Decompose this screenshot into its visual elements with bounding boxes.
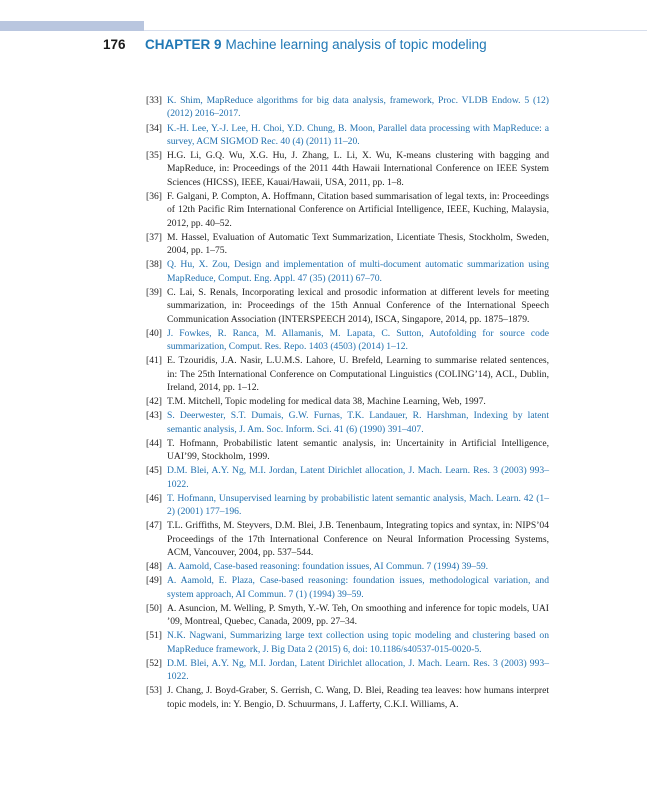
reference-number: [40]	[146, 327, 162, 339]
page-number: 176	[103, 37, 126, 52]
reference-text: J. Chang, J. Boyd-Graber, S. Gerrish, C. Wang, D. Blei, Reading tea leaves: how humans interpret topic models, in: Y. Bengio, D. Schuurmans, J. Lafferty, C.K.I. Williams, A.	[167, 685, 549, 710]
reference-link[interactable]: N.K. Nagwani, Summarizing large text collection using topic modeling and clustering based on MapReduce framework, J. Big Data 2 (2015) 6, doi: 10.1186/s40537-015-0020-5.	[167, 630, 549, 655]
reference-item	[146, 519, 549, 559]
reference-link[interactable]: K.-H. Lee, Y.-J. Lee, H. Choi, Y.D. Chung, B. Moon, Parallel data processing with MapReduce: a survey, ACM SIGMOD Rec. 40 (4) (2011) 11–20.	[167, 122, 549, 147]
reference-number: [34]	[146, 122, 162, 134]
reference-item[interactable]	[146, 657, 549, 684]
reference-item	[146, 437, 549, 464]
reference-number: [46]	[146, 492, 162, 504]
reference-item	[146, 286, 549, 326]
reference-link[interactable]: A. Aamold, Case-based reasoning: foundation issues, AI Commun. 7 (1994) 39–59.	[167, 561, 489, 573]
reference-item	[146, 684, 549, 711]
reference-link[interactable]: Q. Hu, X. Zou, Design and implementation of multi-document automatic summarization using MapReduce, Comput. Eng. Appl. 47 (35) (2011) 67–70.	[167, 259, 549, 284]
reference-number: [50]	[146, 602, 162, 614]
reference-number: [37]	[146, 231, 162, 243]
reference-text: A. Asuncion, M. Welling, P. Smyth, Y.-W. Teh, On smoothing and inference for topic models, UAI ’09, Montreal, Quebec, Canada, 2009, pp. 27–34.	[167, 602, 549, 628]
reference-item	[146, 602, 549, 629]
reference-number: [33]	[146, 95, 162, 106]
reference-text: T. Hofmann, Probabilistic latent semantic analysis, in: Uncertainity in Artificial Intelligence, UAI’99, Stockholm, 1999.	[167, 437, 549, 463]
reference-item	[146, 354, 549, 394]
reference-number: [42]	[146, 396, 162, 408]
header-rule	[144, 30, 647, 31]
reference-text: T.L. Griffiths, M. Steyvers, D.M. Blei, J.B. Tenenbaum, Integrating topics and syntax, in: NIPS’04 Proceedings of the 17th International Conference on Neural Information Processing Systems, ACM, Vancouver, 2004, pp. 537–544.	[167, 520, 549, 559]
reference-link[interactable]: T. Hofmann, Unsupervised learning by probabilistic latent semantic analysis, Mach. Learn. 42 (1–2) (2001) 177–196.	[167, 492, 549, 518]
reference-link[interactable]: D.M. Blei, A.Y. Ng, M.I. Jordan, Latent Dirichlet allocation, J. Mach. Learn. Res. 3 (2003) 993–1022.	[167, 657, 549, 683]
reference-item	[146, 190, 549, 230]
reference-link[interactable]: K. Shim, MapReduce algorithms for big data analysis, framework, Proc. VLDB Endow. 5 (12) (2012) 2016–2017.	[167, 95, 549, 120]
reference-number: [49]	[146, 575, 162, 587]
running-header	[103, 36, 487, 54]
reference-number: [51]	[146, 630, 162, 642]
reference-text: M. Hassel, Evaluation of Automatic Text Summarization, Licentiate Thesis, Stockholm, Sweden, 2004, pp. 1–75.	[167, 231, 549, 257]
reference-number: [35]	[146, 150, 162, 161]
reference-item[interactable]	[146, 574, 549, 601]
reference-link[interactable]: D.M. Blei, A.Y. Ng, M.I. Jordan, Latent Dirichlet allocation, J. Mach. Learn. Res. 3 (2003) 993–1022.	[167, 465, 549, 490]
reference-item[interactable]	[146, 122, 549, 149]
reference-item[interactable]	[146, 492, 549, 519]
reference-text: F. Galgani, P. Compton, A. Hoffmann, Citation based summarisation of legal texts, in: Proceedings of 12th Pacific Rim International Conference on Artificial Intelligence, IEEE, Kuching, Malaysia, 2012, pp. 40–52.	[167, 190, 549, 229]
reference-item	[146, 231, 549, 258]
reference-number: [48]	[146, 561, 162, 573]
reference-number: [52]	[146, 657, 162, 669]
reference-number: [44]	[146, 437, 162, 449]
reference-text: C. Lai, S. Renals, Incorporating lexical and prosodic information at different levels for meeting summarization, in: Proceedings of the 15th Annual Conference of the International Speech Communication Association (INTERSPEECH 2014), ISCA, Singapore, 2014, pp. 1875–1879.	[167, 286, 549, 325]
reference-number: [39]	[146, 286, 162, 298]
reference-item[interactable]	[146, 327, 549, 354]
reference-number: [45]	[146, 465, 162, 477]
reference-text: E. Tzouridis, J.A. Nasir, L.U.M.S. Lahore, U. Brefeld, Learning to summarise related sentences, in: The 25th International Conference on Computational Linguistics (COLING’14), ACL, Dublin, Ireland, 2014, pp. 1–12.	[167, 355, 549, 394]
reference-number: [41]	[146, 355, 162, 367]
reference-number: [36]	[146, 190, 162, 202]
reference-list	[146, 94, 549, 712]
reference-number: [53]	[146, 685, 162, 697]
reference-item	[146, 149, 549, 189]
reference-number: [38]	[146, 259, 162, 271]
reference-item[interactable]	[146, 409, 549, 436]
header-accent-bar	[0, 21, 144, 31]
reference-item[interactable]	[146, 258, 549, 285]
reference-link[interactable]: A. Aamold, E. Plaza, Case-based reasoning: foundation issues, methodological variation, and system approach, AI Commun. 7 (1) (1994) 39–59.	[167, 575, 549, 600]
reference-item[interactable]	[146, 560, 549, 573]
reference-text: H.G. Li, G.Q. Wu, X.G. Hu, J. Zhang, L. Li, X. Wu, K-means clustering with bagging and MapReduce, in: Proceedings of the 2011 44th Hawaii International Conference on IEEE System Sciences (HICSS), IEEE, Kauai/Hawaii, USA, 2011, pp. 1–8.	[167, 150, 549, 188]
chapter-title: Machine learning analysis of topic modeling	[225, 37, 487, 52]
reference-link[interactable]: S. Deerwester, S.T. Dumais, G.W. Furnas, T.K. Landauer, R. Harshman, Indexing by latent semantic analysis, J. Am. Soc. Inform. Sci. 41 (6) (1990) 391–407.	[167, 410, 549, 435]
chapter-label: CHAPTER 9	[145, 37, 222, 52]
reference-item	[146, 395, 549, 408]
reference-number: [47]	[146, 520, 162, 532]
reference-link[interactable]: J. Fowkes, R. Ranca, M. Allamanis, M. Lapata, C. Sutton, Autofolding for source code summarization, Comput. Res. Repo. 1403 (4503) (2014) 1–12.	[167, 327, 549, 353]
reference-item[interactable]	[146, 629, 549, 656]
reference-number: [43]	[146, 410, 162, 422]
reference-item[interactable]	[146, 94, 549, 121]
reference-item[interactable]	[146, 464, 549, 491]
reference-text: T.M. Mitchell, Topic modeling for medical data 38, Machine Learning, Web, 1997.	[167, 396, 486, 408]
